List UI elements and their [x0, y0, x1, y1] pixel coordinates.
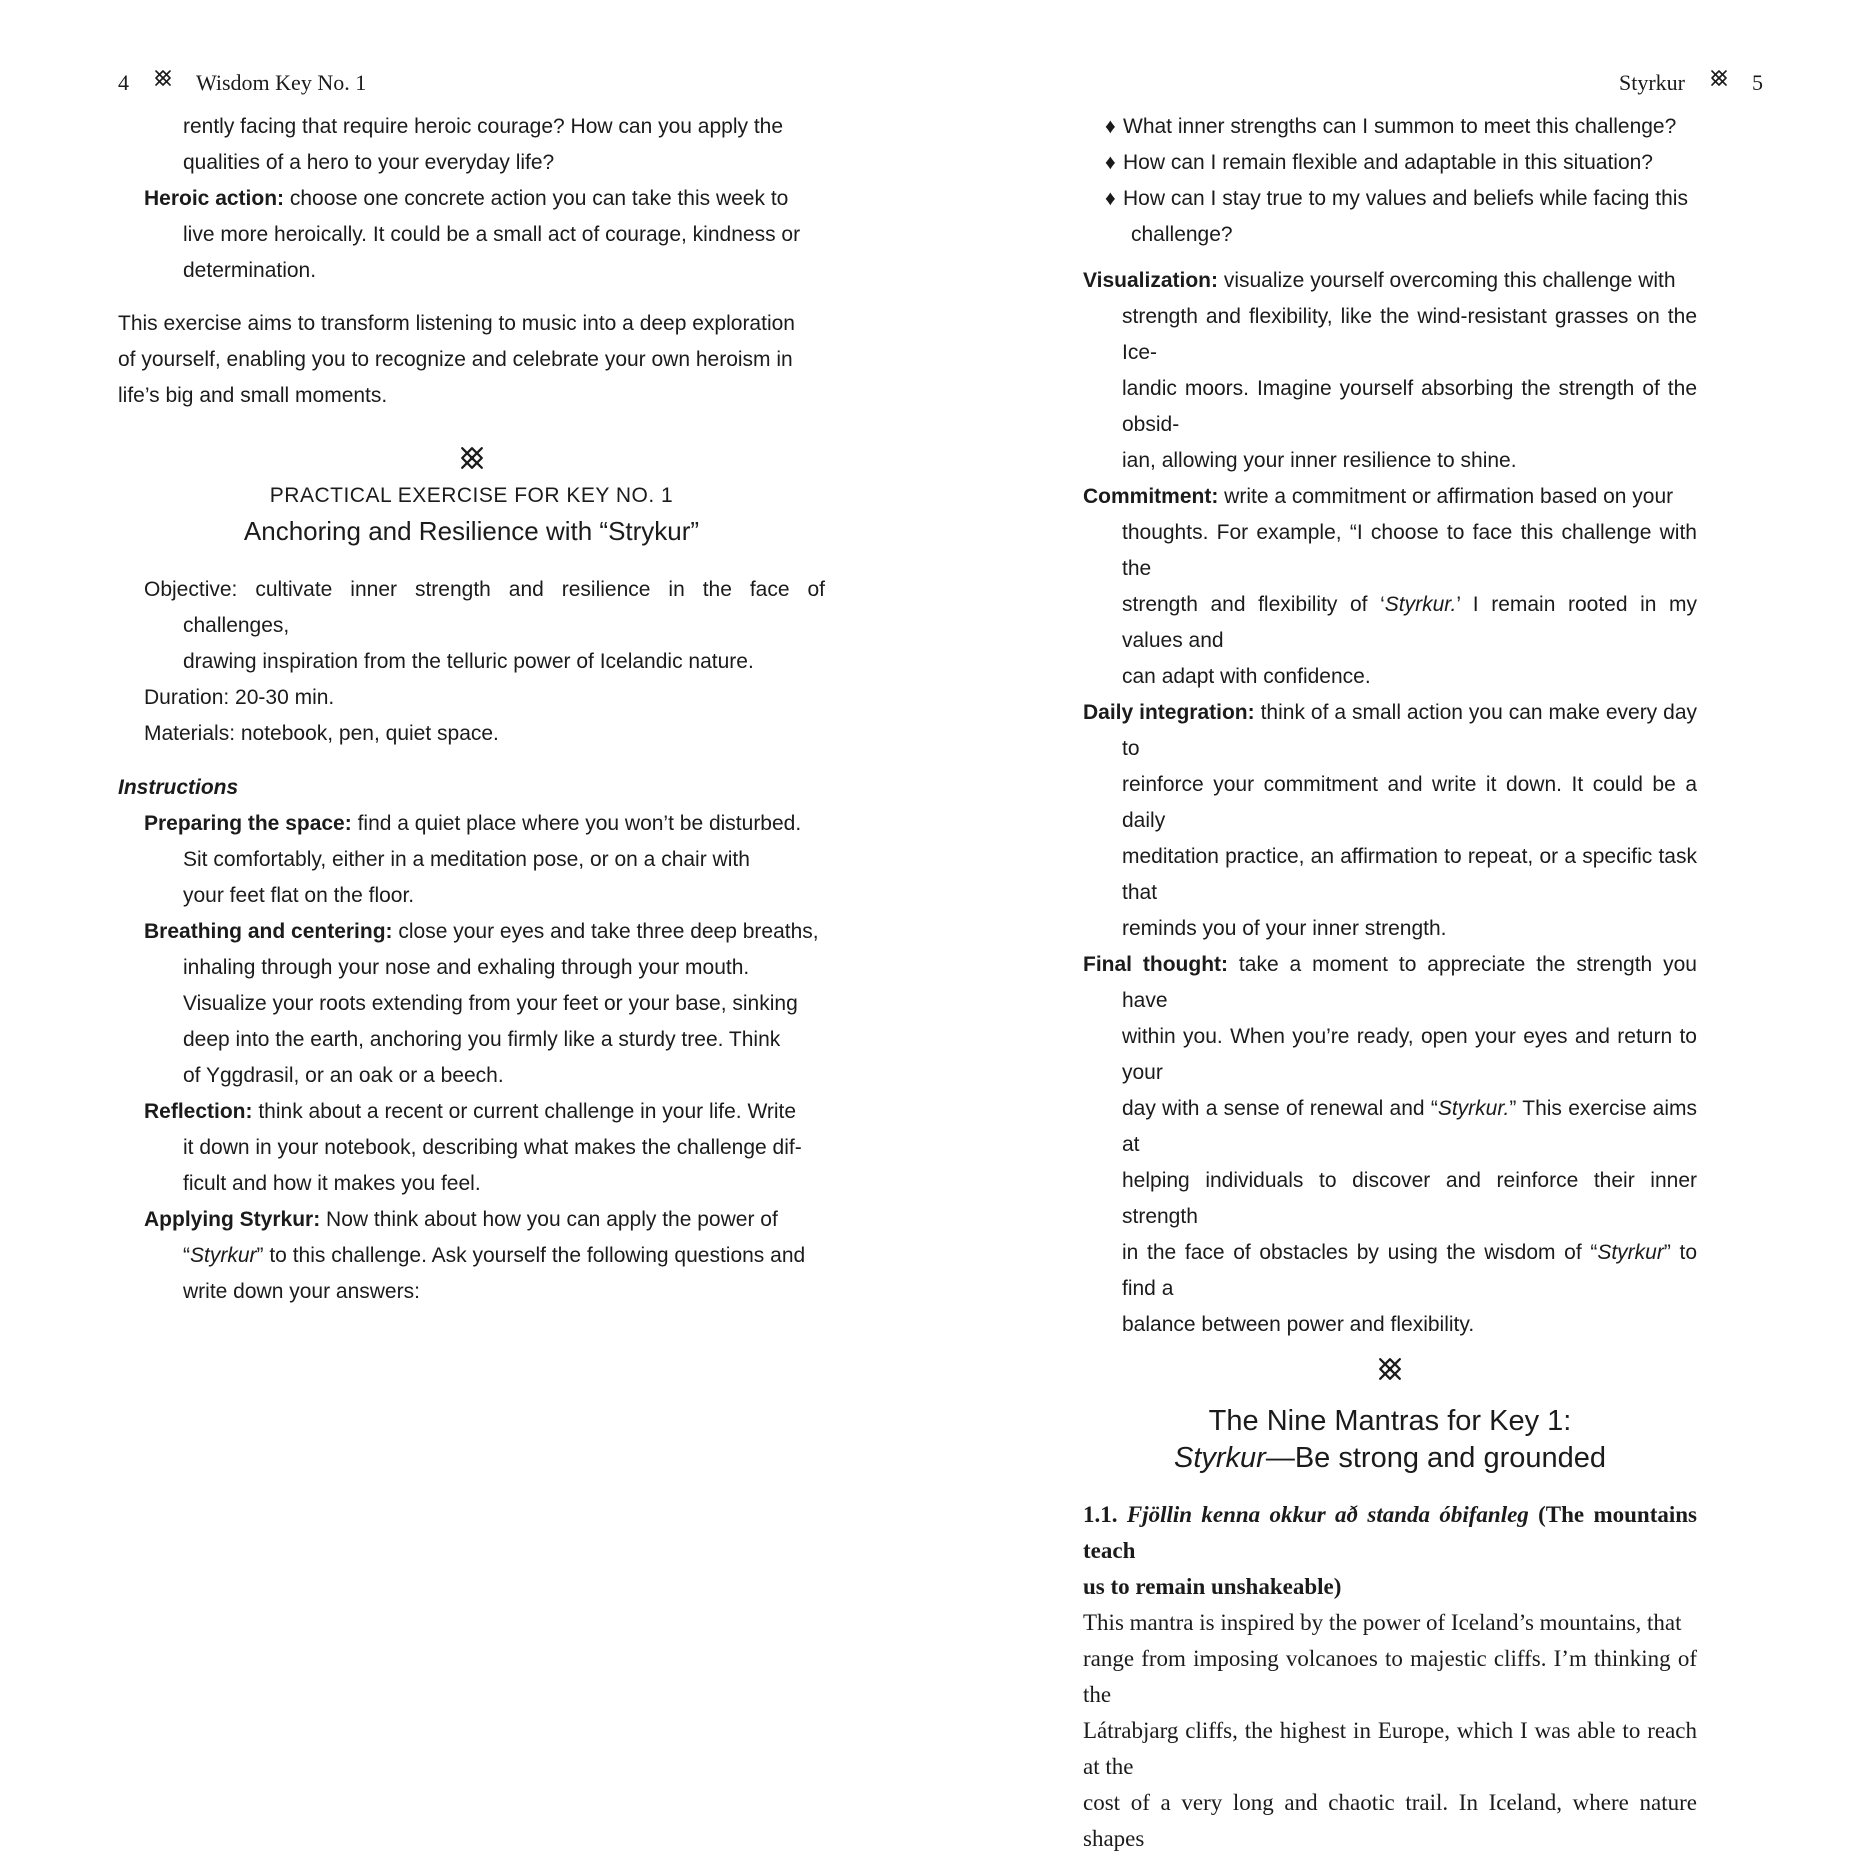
mantra-body-line: cost of a very long and chaotic trail. In Iceland, where nature shapes — [1083, 1790, 1697, 1851]
right-page-number: 5 — [1752, 69, 1763, 95]
materials: Materials: notebook, pen, quiet space. — [144, 722, 499, 745]
duration: Duration: 20-30 min. — [144, 686, 335, 709]
continued-line: qualities of a hero to your everyday life? — [183, 151, 555, 174]
daily-integration-item: Daily integration: think of a small action you can make every day to — [1083, 701, 1697, 760]
left-page — [0, 0, 933, 1400]
instructions-heading: Instructions — [118, 776, 239, 799]
final-thought-item: Final thought: take a moment to appreciate the strength you have — [1083, 953, 1697, 1012]
step-item: Reflection: think about a recent or current challenge in your life. Write — [144, 1100, 797, 1123]
ornament-icon — [153, 68, 173, 88]
mantras-title: The Nine Mantras for Key 1: — [1208, 1405, 1572, 1437]
step-item: Breathing and centering: close your eyes and take three deep breaths, — [144, 920, 819, 943]
exercise-title: Anchoring and Resilience with “Strykur” — [243, 516, 700, 546]
exercise-kicker: PRACTICAL EXERCISE FOR KEY NO. 1 — [269, 484, 674, 507]
question-item: ♦ How can I stay true to my values and beliefs while facing this — [1105, 181, 1697, 217]
visualization-item: Visualization: visualize yourself overcoming this challenge with — [1083, 269, 1676, 292]
left-running-title: Wisdom Key No. 1 — [196, 69, 367, 95]
item-label: Heroic action: — [144, 187, 285, 210]
diamond-bullet-icon: ♦ — [1105, 115, 1116, 138]
continued-line: rently facing that require heroic courage? How can you apply the — [183, 115, 784, 138]
commitment-item: Commitment: write a commitment or affirmation based on your — [1083, 485, 1674, 508]
right-page-body: ♦ What inner strengths can I summon to meet this challenge? ♦ How can I remain flexible and adaptable in this situation? ♦ How can I stay true to my values and beliefs while facing this challenge? Visualization: visualize yourself overcoming this challenge with strength and flexibility, like the wind-resistant grasses on the Ice- landic moors. Imagine yourself absorbing the strength of the obsid- ian, allowing your inner resilience to shine. Commitment: write a commitment or affirmation based on your thoughts. For example, “I choose to face this challenge with the strength and flexibility of ‘Styrkur.’ I remain rooted in my values and can adapt with confidence. Daily integration: think of a small action you can make every day to reinforce your commitment and write it down. It could be a daily meditation practice, an affirmation to repeat, or a specific task that reminds you of your inner strength. Final thought: take a moment to appreciate the strength you have within you. When you’re ready, open your eyes and return to your day with a sense of renewal and “Styrkur.” This exercise aims at helping individuals to discover and reinforce their inner strength in the face of obstacles by using the wisdom of “Styrkur” to find a balance between power and flexibility. The Nine Mantras for Key 1: Styrkur—Be strong and grounded 1.1. Fjöllin kenna okkur að standa óbifanleg (The mountains teach us to remain unshakeable) This mantra is inspired by the power of Iceland’s mountains, that range from imposing volcanoes to majestic cliffs. I’m thinking of the Látrabjarg cliffs, the highest in Europe, which I was able to reach at the cost of a very long and chaotic trail. In Iceland, where nature shapes — [1083, 109, 1697, 1857]
question-item: ♦ How can I remain flexible and adaptable in this situation? — [1105, 145, 1697, 181]
question-item: ♦ What inner strengths can I summon to meet this challenge? — [1105, 109, 1697, 145]
step-item: Applying Styrkur: Now think about how you can apply the power of — [144, 1208, 778, 1231]
left-running-head — [118, 64, 366, 98]
right-running-title: Styrkur — [1619, 69, 1685, 95]
section-ornament-icon — [458, 444, 486, 472]
right-running-head — [1619, 64, 1763, 98]
mantra-heading: 1.1. Fjöllin kenna okkur að standa óbifanleg (The mountains teach — [1083, 1502, 1697, 1563]
left-page-number: 4 — [118, 69, 129, 95]
heroic-action-item: Heroic action: choose one concrete action you can take this week to — [144, 187, 789, 210]
mantra-body-line: This mantra is inspired by the power of Iceland’s mountains, that — [1083, 1610, 1682, 1635]
objective: Objective: cultivate inner strength and resilience in the face of challenges, — [144, 578, 825, 637]
mantra-body-line: range from imposing volcanoes to majestic cliffs. I’m thinking of the — [1083, 1646, 1697, 1707]
left-page-body: rently facing that require heroic courage? How can you apply the qualities of a hero to your everyday life? Heroic action: choose one concrete action you can take this week to live more heroically. It could be a small act of courage, kindness or determination. This exercise aims to transform listening to music into a deep exploration of yourself, enabling you to recognize and celebrate your own heroism in life’s big and small moments. PRACTICAL EXERCISE FOR KEY NO. 1 Anchoring and Resilience with “Strykur” Objective: cultivate inner strength and resilience in the face of challenges, drawing inspiration from the telluric power of Icelandic nature. Duration: 20-30 min. Materials: notebook, pen, quiet space. Instructions Preparing the space: find a quiet place where you won’t be disturbed. Sit comfortably, either in a meditation pose, or on a chair with your feet flat on the floor. Breathing and centering: close your eyes and take three deep breaths, inhaling through your nose and exhaling through your mouth. Visualize your roots extending from your feet or your base, sinking deep into the earth, anchoring you firmly like a sturdy tree. Think of Yggdrasil, or an oak or a beech. Reflection: think about a recent or current challenge in your life. Write it down in your notebook, describing what makes the challenge dif- ficult and how it makes you feel. Applying Styrkur: Now think about how you can apply the power of “Styrkur” to this challenge. Ask yourself the following questions and write down your answers: — [118, 109, 825, 1310]
closing-paragraph-line: This exercise aims to transform listening to music into a deep exploration — [118, 312, 795, 335]
step-item: Preparing the space: find a quiet place where you won’t be disturbed. — [144, 812, 802, 835]
right-page — [933, 0, 1866, 1851]
closing-paragraph-line: life’s big and small moments. — [118, 384, 388, 407]
section-ornament-icon — [1376, 1355, 1404, 1383]
diamond-bullet-icon: ♦ — [1105, 151, 1116, 174]
diamond-bullet-icon: ♦ — [1105, 187, 1116, 210]
mantras-subtitle: Styrkur—Be strong and grounded — [1173, 1442, 1607, 1474]
closing-paragraph-line: of yourself, enabling you to recognize and celebrate your own heroism in — [118, 348, 793, 371]
mantra-body-line: Látrabjarg cliffs, the highest in Europe, which I was able to reach at the — [1083, 1718, 1697, 1779]
ornament-icon — [1709, 68, 1729, 88]
